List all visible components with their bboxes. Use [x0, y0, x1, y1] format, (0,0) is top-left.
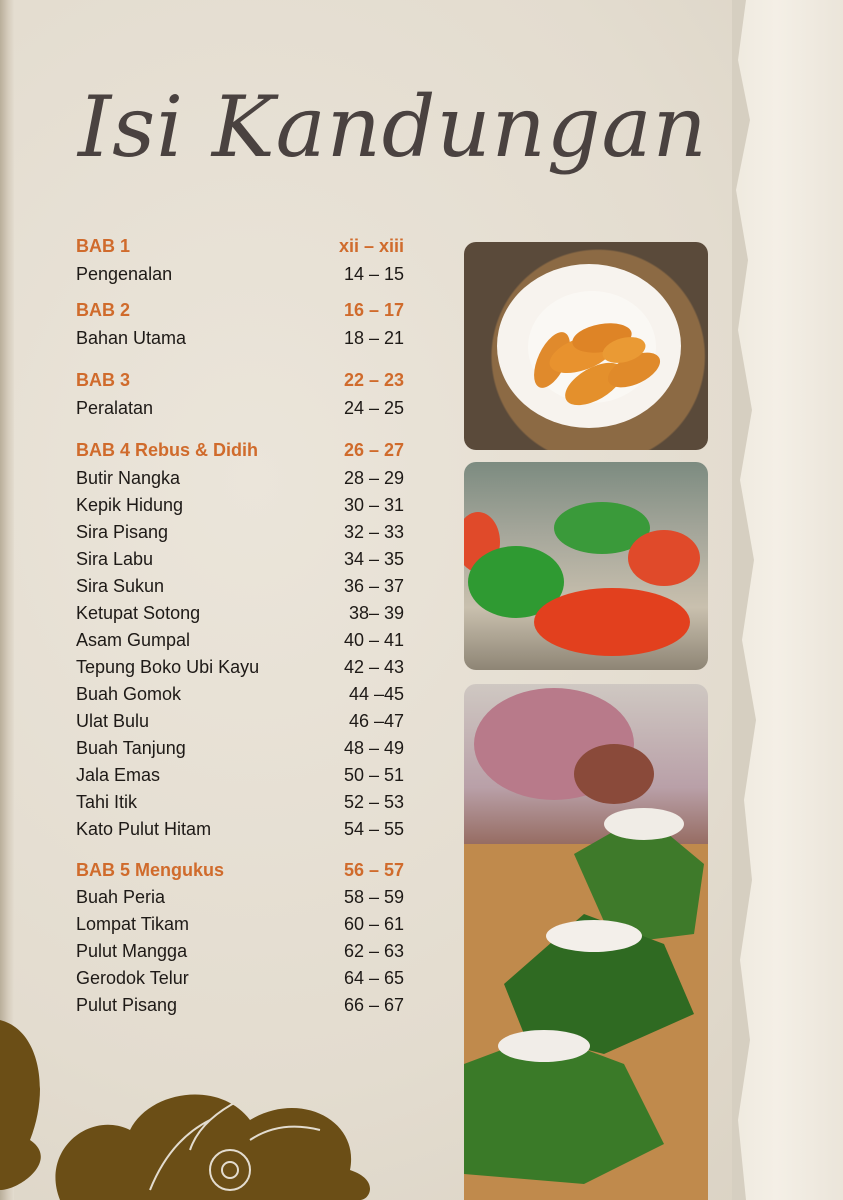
toc-entry-label: Bahan Utama [76, 328, 187, 348]
toc-page-range: 64 – 65 [343, 968, 404, 988]
toc-entry-row [76, 468, 406, 494]
toc-entry-row [76, 264, 406, 290]
toc-entry-row [76, 914, 406, 940]
toc-page-range: 40 – 41 [343, 630, 404, 650]
food-photo-coloured-cakes [464, 462, 708, 670]
toc-entry-label: Ketupat Sotong [76, 603, 201, 623]
food-photo-leaf-wrapped-kuih [464, 684, 708, 1200]
toc-entry-label: Lompat Tikam [76, 914, 190, 934]
toc-page-range: 22 – 23 [343, 370, 404, 390]
toc-entry-row [76, 398, 406, 424]
toc-page-range: 42 – 43 [343, 657, 404, 677]
toc-entry-label: Buah Gomok [76, 684, 182, 704]
toc-entry-label: Butir Nangka [76, 468, 181, 488]
toc-entry-label: Kato Pulut Hitam [76, 819, 212, 839]
toc-entry-label: Jala Emas [76, 765, 161, 785]
toc-entry-label: Tahi Itik [76, 792, 138, 812]
toc-entry-row [76, 328, 406, 354]
toc-entry-row [76, 657, 406, 683]
toc-entry-row [76, 765, 406, 791]
toc-page-range: 34 – 35 [343, 549, 404, 569]
toc-entry-row [76, 792, 406, 818]
toc-entry-row [76, 576, 406, 602]
toc-entry-label: BAB 3 [76, 370, 131, 390]
toc-entry-label: Buah Peria [76, 887, 166, 907]
toc-page-range: 14 – 15 [343, 264, 404, 284]
toc-page-range: 46 –47 [348, 711, 404, 731]
toc-entry-label: Peralatan [76, 398, 154, 418]
torn-paper-edge [732, 0, 843, 1200]
toc-entry-label: BAB 2 [76, 300, 131, 320]
toc-entry-label: BAB 1 [76, 236, 131, 256]
toc-entry-label: Kepik Hidung [76, 495, 184, 515]
toc-page-range: 44 –45 [348, 684, 404, 704]
toc-entry-label: BAB 5 Mengukus [76, 860, 225, 880]
toc-chapter-row [76, 236, 406, 262]
toc-page-range: 18 – 21 [343, 328, 404, 348]
toc-page-range: 60 – 61 [343, 914, 404, 934]
toc-entry-label: Sira Sukun [76, 576, 165, 596]
toc-entry-row [76, 522, 406, 548]
toc-page-range: 62 – 63 [343, 941, 404, 961]
toc-entry-label: Sira Pisang [76, 522, 169, 542]
toc-entry-label: BAB 4 Rebus & Didih [76, 440, 259, 460]
toc-chapter-row [76, 300, 406, 326]
toc-entry-row [76, 941, 406, 967]
toc-entry-row [76, 684, 406, 710]
toc-entry-row [76, 995, 406, 1021]
toc-page-range: 50 – 51 [343, 765, 404, 785]
toc-entry-row [76, 738, 406, 764]
toc-entry-row [76, 495, 406, 521]
toc-page-range: 58 – 59 [343, 887, 404, 907]
toc-page-range: 32 – 33 [343, 522, 404, 542]
toc-page-range: xii – xiii [338, 236, 404, 256]
toc-entry-row [76, 549, 406, 575]
toc-page-range: 36 – 37 [343, 576, 404, 596]
toc-page-range: 24 – 25 [343, 398, 404, 418]
toc-entry-row [76, 887, 406, 913]
toc-page-range: 66 – 67 [343, 995, 404, 1015]
toc-page-range: 30 – 31 [343, 495, 404, 515]
toc-chapter-row [76, 440, 406, 466]
toc-entry-row [76, 603, 406, 629]
batik-floral-ornament [0, 1020, 380, 1200]
toc-entry-label: Asam Gumpal [76, 630, 191, 650]
toc-entry-label: Ulat Bulu [76, 711, 150, 731]
toc-entry-row [76, 630, 406, 656]
toc-entry-label: Pulut Pisang [76, 995, 178, 1015]
page-title: Isi Kandungan [78, 78, 708, 176]
toc-chapter-row [76, 370, 406, 396]
toc-page-range: 28 – 29 [343, 468, 404, 488]
toc-page-range: 52 – 53 [343, 792, 404, 812]
toc-page-range: 26 – 27 [343, 440, 404, 460]
toc-entry-label: Tepung Boko Ubi Kayu [76, 657, 260, 677]
toc-entry-row [76, 968, 406, 994]
toc-page-range: 56 – 57 [343, 860, 404, 880]
toc-entry-label: Buah Tanjung [76, 738, 186, 758]
toc-page-range: 38– 39 [348, 603, 404, 623]
toc-entry-row [76, 819, 406, 845]
toc-page-range: 48 – 49 [343, 738, 404, 758]
toc-entry-label: Gerodok Telur [76, 968, 189, 988]
toc-page-range: 16 – 17 [343, 300, 404, 320]
toc-page-range: 54 – 55 [343, 819, 404, 839]
toc-entry-label: Pulut Mangga [76, 941, 188, 961]
toc-entry-label: Sira Labu [76, 549, 154, 569]
food-photo-fried-cakes [464, 242, 708, 450]
toc-entry-row [76, 711, 406, 737]
toc-entry-label: Pengenalan [76, 264, 173, 284]
toc-chapter-row [76, 860, 406, 886]
